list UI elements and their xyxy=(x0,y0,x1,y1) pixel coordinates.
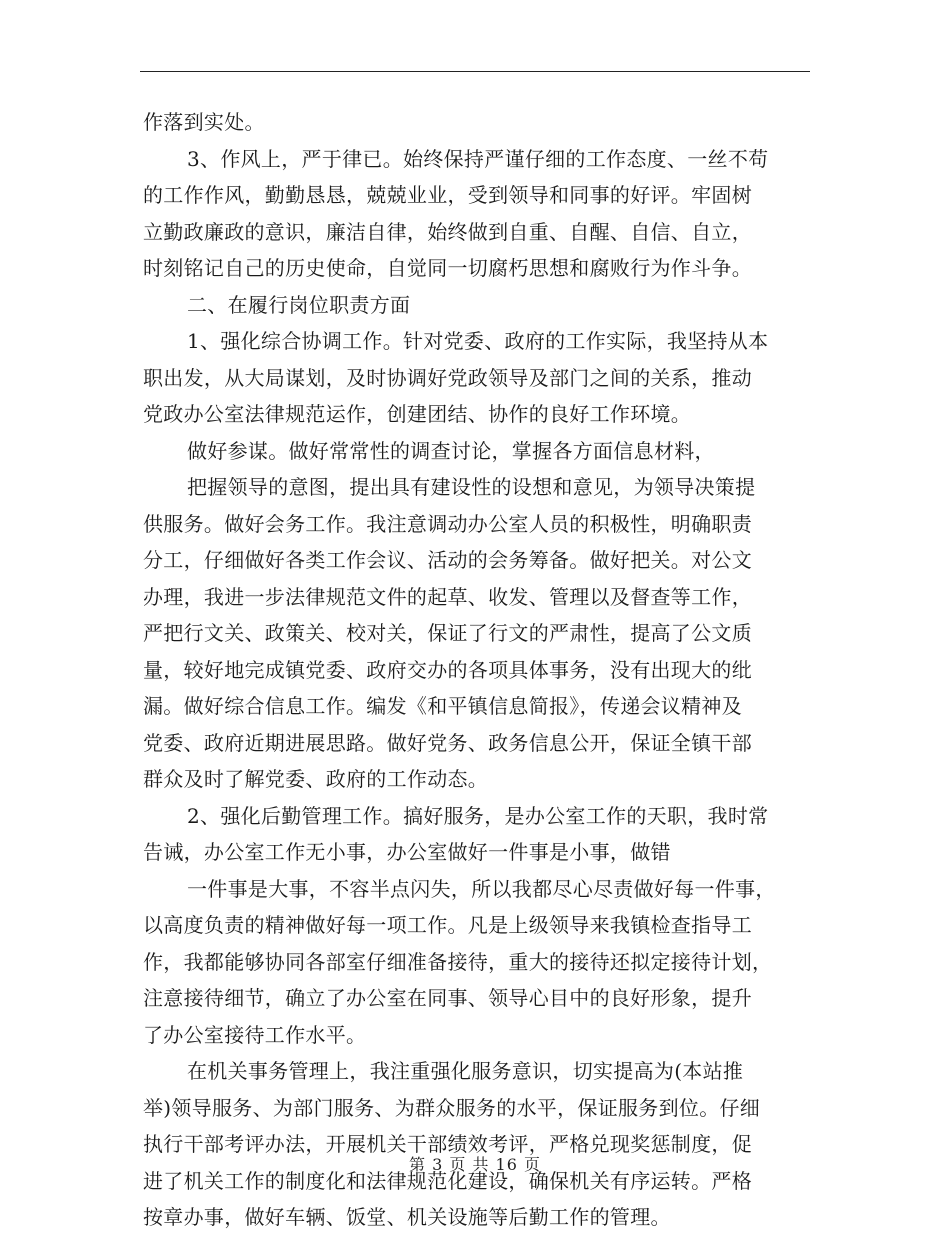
body-line: 举)领导服务、为部门服务、为群众服务的水平，保证服务到位。仔细 xyxy=(143,1095,761,1120)
page-number: 第 3 页 共 16 页 xyxy=(409,1155,541,1174)
body-line: 时刻铭记自己的历史使命，自觉同一切腐朽思想和腐败行为作斗争。 xyxy=(143,256,752,280)
body-line: 1、强化综合协调工作。针对党委、政府的工作实际，我坚持从本 xyxy=(187,329,769,353)
body-line: 2、强化后勤管理工作。搞好服务，是办公室工作的天职，我时常 xyxy=(187,803,769,828)
body-line: 漏。做好综合信息工作。编发《和平镇信息简报》，传递会议精神及 xyxy=(143,694,742,718)
body-line: 3、作风上，严于律已。始终保持严谨仔细的工作态度、一丝不苟 xyxy=(187,146,769,171)
body-line: 的工作作风，勤勤恳恳，兢兢业业，受到领导和同事的好评。牢固树 xyxy=(143,183,752,207)
body-line: 分工，仔细做好各类工作会议、活动的会务筹备。做好把关。对公文 xyxy=(143,548,752,572)
body-line: 把握领导的意图，提出具有建设性的设想和意见，为领导决策提 xyxy=(187,475,756,499)
body-line: 严把行文关、政策关、校对关，保证了行文的严肃性，提高了公文质 xyxy=(143,621,752,645)
body-line: 量，较好地完成镇党委、政府交办的各项具体事务，没有出现大的纰 xyxy=(143,657,752,682)
body-line: 执行干部考评办法，开展机关干部绩效考评，严格兑现奖惩制度，促 xyxy=(143,1132,752,1156)
body-line: 党委、政府近期进展思路。做好党务、政务信息公开，保证全镇干部 xyxy=(143,730,752,755)
body-line: 群众及时了解党委、政府的工作动态。 xyxy=(143,767,489,791)
body-line: 职出发，从大局谋划，及时协调好党政领导及部门之间的关系，推动 xyxy=(143,365,752,390)
body-line: 作落到实处。 xyxy=(143,110,265,134)
body-line: 做好参谋。做好常常性的调查讨论，掌握各方面信息材料， xyxy=(187,438,715,463)
body-line: 在机关事务管理上，我注重强化服务意识，切实提高为(本站推 xyxy=(187,1059,744,1083)
body-line: 了办公室接待工作水平。 xyxy=(143,1022,367,1047)
body-line: 党政办公室法律规范运作，创建团结、协作的良好工作环境。 xyxy=(143,402,692,426)
body-line: 告诫，办公室工作无小事，办公室做好一件事是小事，做错 xyxy=(143,840,671,864)
body-line: 以高度负责的精神做好每一项工作。凡是上级领导来我镇检查指导工 xyxy=(143,913,752,937)
body-line: 办理，我进一步法律规范文件的起草、收发、管理以及督查等工作， xyxy=(143,584,752,609)
body-line: 按章办事，做好车辆、饭堂、机关设施等后勤工作的管理。 xyxy=(143,1205,671,1229)
body-line: 供服务。做好会务工作。我注意调动办公室人员的积极性，明确职责 xyxy=(143,511,752,536)
body-line: 立勤政廉政的意识，廉洁自律，始终做到自重、自醒、自信、自立， xyxy=(143,219,752,244)
header-divider xyxy=(140,71,810,72)
body-line: 作，我都能够协同各部室仔细准备接待，重大的接待还拟定接待计划， xyxy=(143,949,773,974)
body-line: 注意接待细节，确立了办公室在同事、领导心目中的良好形象，提升 xyxy=(143,986,752,1010)
section-heading: 二、在履行岗位职责方面 xyxy=(187,292,411,317)
document-body xyxy=(143,104,810,1236)
body-line: 进了机关工作的制度化和法律规范化建设，确保机关有序运转。严格 xyxy=(143,1168,752,1193)
body-line: 一件事是大事，不容半点闪失，所以我都尽心尽责做好每一件事， xyxy=(187,876,776,901)
